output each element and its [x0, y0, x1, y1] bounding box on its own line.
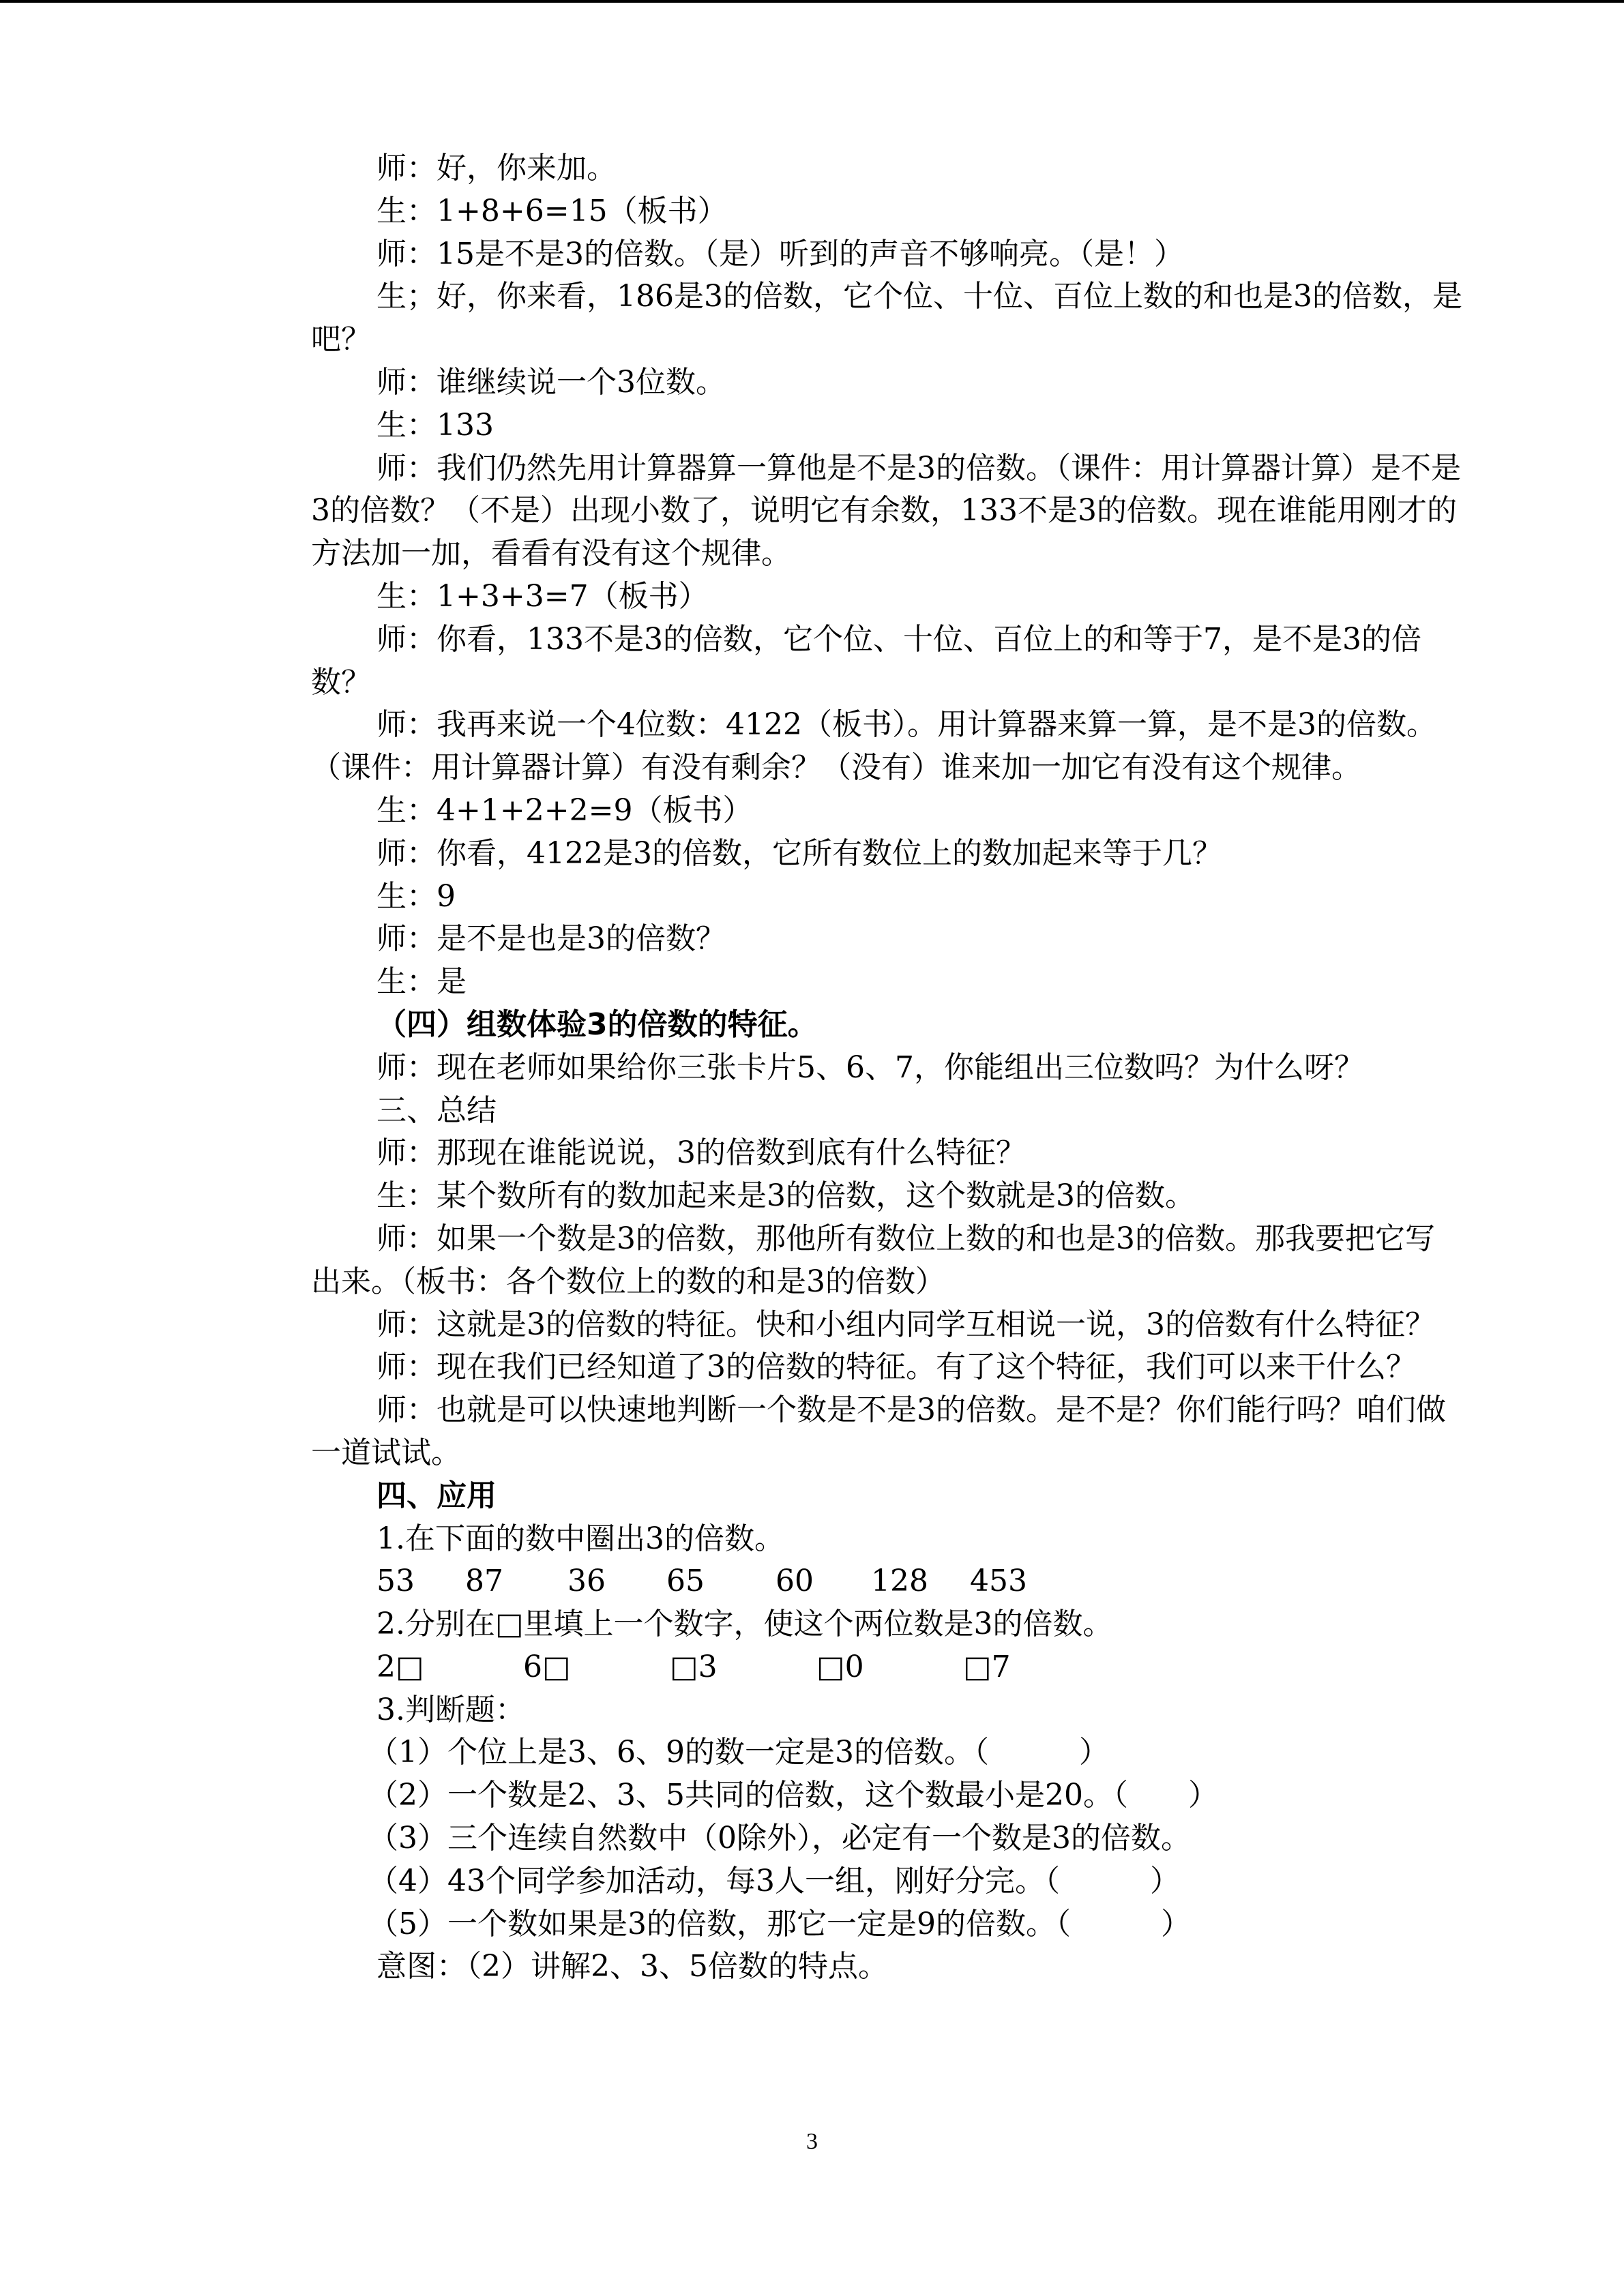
- intent-note: 意图：（2）讲解2、3、5倍数的特点。: [377, 1949, 888, 1984]
- number-item: 87: [465, 1564, 503, 1599]
- blank-item: □3: [670, 1649, 718, 1684]
- dialogue-paragraph: 1.在下面的数中圈出3的倍数。: [377, 1521, 784, 1556]
- dialogue-paragraph: 师：这就是3的倍数的特征。快和小组内同学互相说一说，3的倍数有什么特征？: [377, 1307, 1435, 1342]
- judgment-item: （1）个位上是3、6、9的数一定是3的倍数。（ ）: [368, 1735, 1109, 1770]
- dialogue-paragraph: 师：也就是可以快速地判断一个数是不是3的倍数。是不是？你们能行吗？咱们做一道试试。: [311, 1392, 1446, 1470]
- dialogue-paragraph: 师：现在老师如果给你三张卡片5、6、7，你能组出三位数吗？为什么呀？: [377, 1049, 1364, 1085]
- judgment-item: （2）一个数是2、3、5共同的倍数，这个数最小是20。（ ）: [368, 1778, 1218, 1813]
- dialogue-paragraph: 师：如果一个数是3的倍数，那他所有数位上数的和也是3的倍数。那我要把它写出来。（板书：各个数位上的数的和是3的倍数）: [311, 1221, 1435, 1299]
- dialogue-paragraph: 生：9: [377, 878, 456, 914]
- dialogue-paragraph: 师：是不是也是3的倍数？: [377, 921, 726, 957]
- number-item: 60: [776, 1564, 814, 1599]
- dialogue-paragraph: 生：是: [377, 964, 467, 1000]
- dialogue-paragraph: 生；好，你来看，186是3的倍数，它个位、十位、百位上数的和也是3的倍数，是吧？: [311, 279, 1462, 357]
- number-item: 453: [970, 1564, 1027, 1599]
- blanks-row: [311, 1646, 1464, 1689]
- dialogue-paragraph: 师：那现在谁能说说，3的倍数到底有什么特征？: [377, 1135, 1026, 1171]
- dialogue-paragraph: 生：1+3+3=7（板书）: [377, 578, 709, 614]
- number-item: 36: [567, 1564, 606, 1599]
- judgment-item: （4）43个同学参加活动，每3人一组，刚好分完。（ ）: [368, 1863, 1180, 1898]
- number-item: 65: [666, 1564, 705, 1599]
- section-heading: 四、应用: [377, 1478, 497, 1513]
- dialogue-paragraph: 师：你看，133不是3的倍数，它个位、十位、百位上的和等于7，是不是3的倍数？: [311, 621, 1421, 700]
- dialogue-paragraph: 师：好，你来加。: [377, 151, 617, 185]
- blank-item: □7: [963, 1649, 1011, 1684]
- dialogue-paragraph: 师：我们仍然先用计算器算一算他是不是3的倍数。（课件：用计算器计算）是不是3的倍数？（不是）出现小数了，说明它有余数，133不是3的倍数。现在谁能用刚才的方法加一加，看看有没有这个规律。: [311, 450, 1461, 571]
- judgment-list: [311, 1731, 1464, 1945]
- question-2: 2.分别在□里填上一个数字，使这个两位数是3的倍数。: [377, 1607, 1113, 1642]
- dialogue-paragraph: 师：15是不是3的倍数。（是）听到的声音不够响亮。（是！）: [377, 236, 1184, 271]
- question-3-title: 3.判断题：: [377, 1692, 525, 1727]
- top-border-line: [0, 0, 1624, 3]
- number-item: 53: [377, 1564, 415, 1599]
- section-heading: （四）组数体验3的倍数的特征。: [377, 1007, 818, 1042]
- numbers-row: [311, 1560, 1464, 1603]
- page-content: [311, 147, 1464, 1988]
- dialogue-paragraph: 生：133: [377, 407, 494, 443]
- dialogue-paragraph: 师：谁继续说一个3位数。: [377, 364, 726, 400]
- blank-item: 6□: [523, 1649, 571, 1684]
- number-item: 128: [871, 1564, 928, 1599]
- dialogue-paragraph: 三、总结: [377, 1092, 497, 1128]
- blank-item: □0: [816, 1649, 864, 1684]
- dialogue-paragraph: 师：我再来说一个4位数：4122（板书）。用计算器来算一算，是不是3的倍数。（课件：用计算器计算）有没有剩余？（没有）谁来加一加它有没有这个规律。: [311, 707, 1436, 786]
- judgment-item: （5）一个数如果是3的倍数，那它一定是9的倍数。（ ）: [368, 1906, 1191, 1941]
- dialogue-paragraph: 生：4+1+2+2=9（板书）: [377, 792, 753, 828]
- dialogue-paragraph: 生：1+8+6=15（板书）: [377, 193, 728, 228]
- paragraph-list: [311, 147, 1464, 1560]
- dialogue-paragraph: 师：现在我们已经知道了3的倍数的特征。有了这个特征，我们可以来干什么？: [377, 1350, 1416, 1385]
- dialogue-paragraph: 生：某个数所有的数加起来是3的倍数，这个数就是3的倍数。: [377, 1178, 1195, 1214]
- judgment-item: （3）三个连续自然数中（0除外），必定有一个数是3的倍数。: [368, 1821, 1191, 1856]
- page-number: 3: [806, 2129, 818, 2154]
- dialogue-paragraph: 师：你看，4122是3的倍数，它所有数位上的数加起来等于几？: [377, 835, 1222, 871]
- blank-item: 2□: [377, 1649, 424, 1684]
